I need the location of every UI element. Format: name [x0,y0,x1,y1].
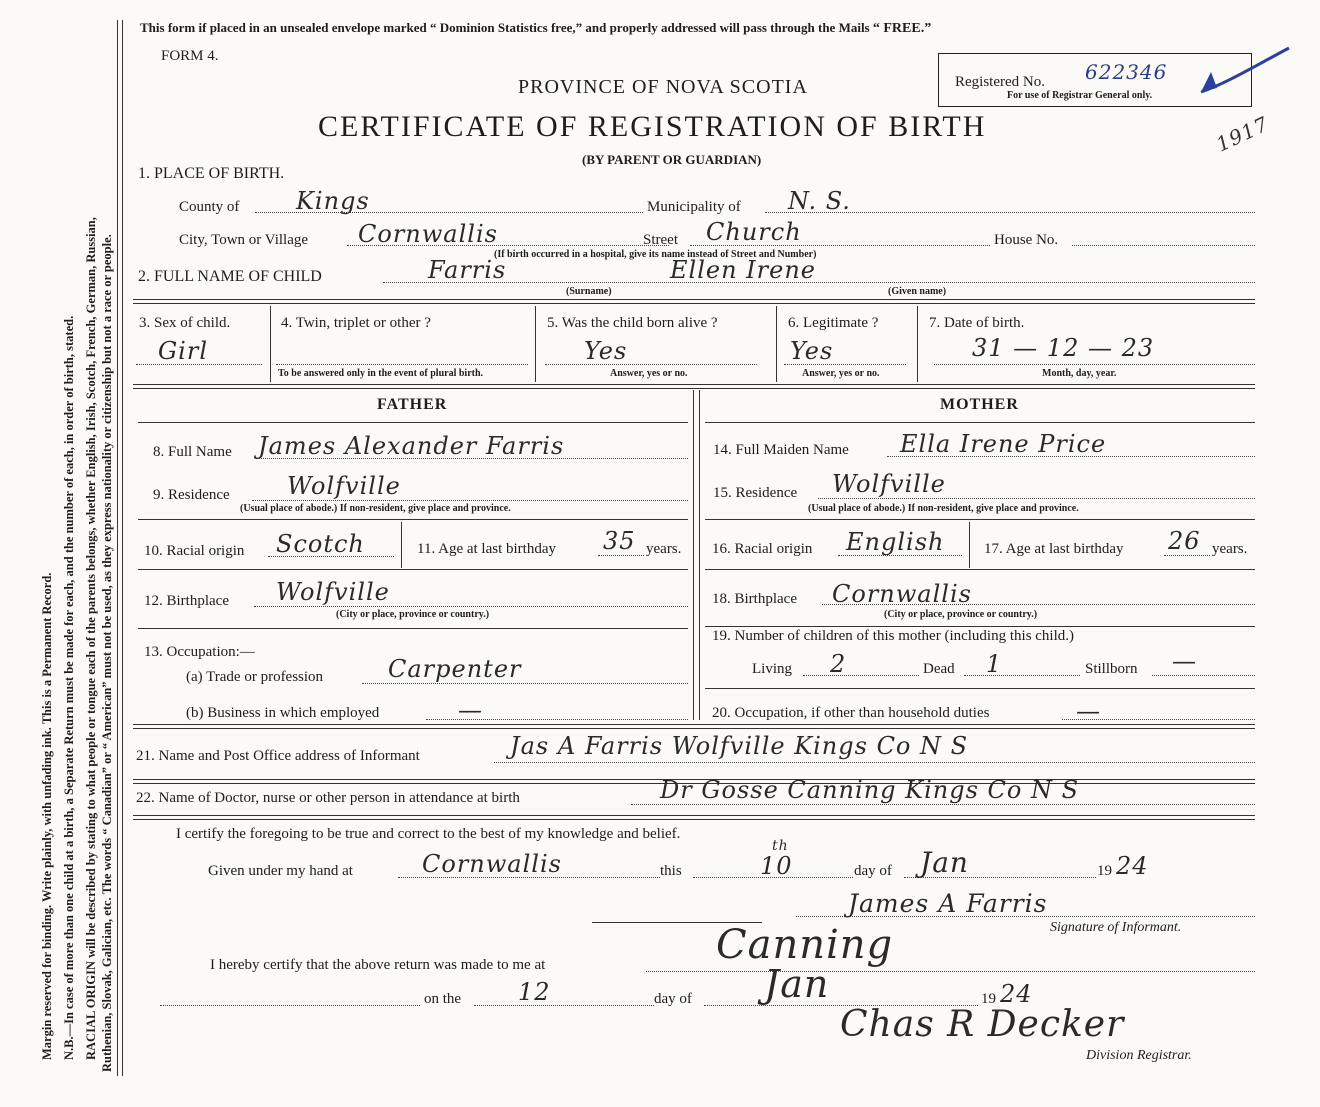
father-rule-1 [138,519,688,520]
father-rule-2 [138,569,688,570]
given-month-value: Jan [920,846,969,879]
father-res-line [252,500,688,501]
father-res-label: 9. Residence [153,487,230,503]
trade-value: Carpenter [388,655,522,683]
dayof-label: day of [854,863,892,879]
section-rule-2 [133,384,1255,389]
father-name-label: 8. Full Name [153,444,232,460]
mother-race-value: English [846,528,945,556]
county-value: Kings [296,187,370,215]
registrar-year-value: 24 [1000,980,1033,1008]
registrar-place-line [646,971,1255,972]
dob-label: 7. Date of birth. [929,315,1025,331]
child-name-label: 2. FULL NAME OF CHILD [138,268,322,285]
registrar-year-prefix: 19 [981,991,996,1007]
mother-rule-1 [705,519,1255,520]
given-day-value: 10 [760,852,793,880]
certificate-title: CERTIFICATE OF REGISTRATION OF BIRTH [318,110,987,143]
margin-line-2: N.B.—In case of more than one child at a birth, a Separate Return must be made for each, and the number of each, in order of birth, stated. [62,315,76,1060]
city-label: City, Town or Village [179,232,309,248]
father-bp-value: Wolfville [276,578,390,606]
father-heading: FATHER [377,396,448,413]
living-label: Living [752,661,792,677]
twin-label: 4. Twin, triplet or other ? [281,315,431,331]
section-rule-1 [133,299,1255,304]
row3-divider-1 [270,306,271,382]
father-res-value: Wolfville [287,472,401,500]
on-label: on the [424,991,462,1007]
city-value: Cornwallis [358,220,498,248]
mother-bp-label: 18. Birthplace [712,591,797,607]
father-race-label: 10. Racial origin [144,543,245,559]
trade-line [362,683,688,684]
corner-mark: 1917 [1212,111,1273,157]
mother-res-value: Wolfville [832,470,946,498]
house-line [1072,245,1255,246]
father-race-age-divider [401,522,402,568]
sex-label: 3. Sex of child. [139,315,231,331]
mother-heading-rule [705,422,1255,423]
mother-name-value: Ella Irene Price [900,430,1107,458]
alive-note: Answer, yes or no. [610,368,688,379]
living-value: 2 [830,650,847,678]
mother-res-note: (Usual place of abode.) If non-resident, give place and province. [808,503,1079,514]
street-label: Street [643,232,678,248]
house-label: House No. [994,232,1059,248]
mother-age-label: 17. Age at last birthday [984,541,1124,557]
mother-bp-value: Cornwallis [832,580,972,608]
father-race-value: Scotch [276,530,365,558]
this-label: this [660,863,682,879]
father-age-label: 11. Age at last birthday [417,541,556,557]
blue-check-mark [1195,44,1295,100]
row3-divider-2 [535,306,536,382]
dob-value: 31 — 12 — 23 [972,334,1155,362]
informant-signature: James A Farris [848,889,1048,918]
registrar-sig-caption: Division Registrar. [1086,1048,1192,1063]
margin-rule [117,20,118,1076]
row3-divider-4 [917,306,918,382]
certify-statement: I certify the foregoing to be true and correct to the best of my knowledge and belief. [176,826,681,842]
county-label: County of [179,199,240,215]
given-label: Given under my hand at [208,863,353,879]
mother-name-label: 14. Full Maiden Name [713,442,849,458]
alive-value: Yes [584,337,628,365]
postal-notice-text: This form if placed in an unsealed envelope marked “ Dominion Statistics free,” and properly addressed will pass through the Mails [140,20,873,35]
column-divider-right [699,390,700,720]
business-label: (b) Business in which employed [186,705,380,721]
registrar-place-value: Canning [716,922,894,968]
municipality-value: N. S. [788,187,851,215]
dead-line [964,675,1080,676]
twin-note: To be answered only in the event of plural birth. [278,368,484,379]
margin-line-3: RACIAL ORIGIN will be described by stating to what people or tongue each of the parents belongs, whether English, Irish, Scotch, French, German, Russian, [84,217,98,1060]
child-name-line [383,282,1255,283]
informant-sig-caption: Signature of Informant. [1050,920,1182,935]
place-heading: 1. PLACE OF BIRTH. [138,165,285,182]
column-divider-left [693,390,694,720]
registrar-signature: Chas R Decker [840,1004,1125,1045]
mother-occ-label: 20. Occupation, if other than household duties [712,705,990,721]
registrar-day-line [474,1005,654,1006]
given-year-prefix: 19 [1097,863,1112,879]
postal-notice-free: “ FREE.” [872,21,932,36]
registrar-lead-line [160,1005,420,1006]
street-value: Church [706,218,802,246]
given-year-value: 24 [1116,852,1149,880]
margin-line-4: Ruthenian, Slovak, Galician, etc. The words “ Canadian” or “ American” must not be used, as they express nationality or citizenship but not a race or people. [100,234,114,1072]
stillborn-label: Stillborn [1085,661,1138,677]
doctor-value: Dr Gosse Canning Kings Co N S [660,776,1080,804]
given-day-suffix: th [772,838,789,854]
certificate-subtitle: (BY PARENT OR GUARDIAN) [582,152,762,167]
registrar-note: For use of Registrar General only. [1007,90,1153,101]
registrar-statement: I hereby certify that the above return was made to me at [210,957,546,973]
father-age-value: 35 [603,527,636,555]
sex-value: Girl [158,337,208,365]
father-age-unit: years. [646,541,682,557]
mother-rule-4 [705,688,1255,689]
mother-age-line [1164,555,1210,556]
informant-line [494,762,1255,763]
mother-heading: MOTHER [940,396,1019,413]
child-given-name: Ellen Irene [670,256,816,284]
surname-caption: (Surname) [566,286,612,297]
legit-label: 6. Legitimate ? [788,315,879,331]
mother-race-age-divider [969,522,970,568]
mother-res-label: 15. Residence [713,485,798,501]
father-bp-line [254,606,688,607]
children-label: 19. Number of children of this mother (including this child.) [712,628,1075,644]
dead-value: 1 [986,650,1003,678]
father-res-note: (Usual place of abode.) If non-resident, give place and province. [240,503,511,514]
section-rule-5 [133,815,1255,820]
informant-value: Jas A Farris Wolfville Kings Co N S [510,732,969,760]
mother-occ-value: — [1076,697,1101,725]
legit-note: Answer, yes or no. [802,368,880,379]
registrar-day-value: 12 [518,978,551,1006]
living-line [803,675,919,676]
father-age-line [598,555,644,556]
mother-bp-note: (City or place, province or country.) [884,609,1038,620]
business-value: — [458,696,483,724]
province-title: PROVINCE OF NOVA SCOTIA [518,76,808,98]
twin-line [276,364,528,365]
given-caption: (Given name) [888,286,947,297]
margin-line-1: Margin reserved for binding. Write plainly, with unfading ink. This is a Permanent Record. [40,572,54,1060]
given-place-value: Cornwallis [422,850,562,878]
stillborn-line [1152,675,1255,676]
alive-line [545,364,757,365]
row3-divider-3 [776,306,777,382]
municipality-label: Municipality of [647,199,741,215]
registrar-month-value: Jan [764,962,830,1006]
father-heading-rule [138,422,688,423]
father-rule-3 [138,628,688,629]
father-bp-note: (City or place, province or country.) [336,609,490,620]
stillborn-value: — [1172,647,1197,675]
postal-notice [140,20,931,37]
dead-label: Dead [923,661,955,677]
hospital-note: (If birth occurred in a hospital, give its name instead of Street and Number) [494,249,817,260]
mother-age-value: 26 [1168,527,1201,555]
dob-line [934,364,1255,365]
doctor-line [631,804,1255,805]
trade-label: (a) Trade or profession [186,669,324,685]
section-rule-3 [133,724,1255,729]
father-name-value: James Alexander Farris [258,432,565,460]
alive-label: 5. Was the child born alive ? [547,315,718,331]
father-bp-label: 12. Birthplace [144,593,229,609]
informant-label: 21. Name and Post Office address of Informant [136,748,420,764]
doctor-label: 22. Name of Doctor, nurse or other person in attendance at birth [136,790,520,806]
mother-rule-3 [705,626,1255,627]
registered-number: 622346 [1085,60,1168,84]
mother-race-label: 16. Racial origin [712,541,813,557]
dob-note: Month, day, year. [1042,368,1117,379]
mother-res-line [818,498,1255,499]
registrar-dayof-label: day of [654,991,692,1007]
margin-rule-inner [122,20,123,1076]
registered-label: Registered No. [955,74,1045,90]
father-occ-label: 13. Occupation:— [144,644,255,660]
form-number: FORM 4. [161,48,219,64]
mother-age-unit: years. [1212,541,1248,557]
mother-rule-2 [705,569,1255,570]
child-surname: Farris [428,256,507,284]
legit-value: Yes [790,337,834,365]
